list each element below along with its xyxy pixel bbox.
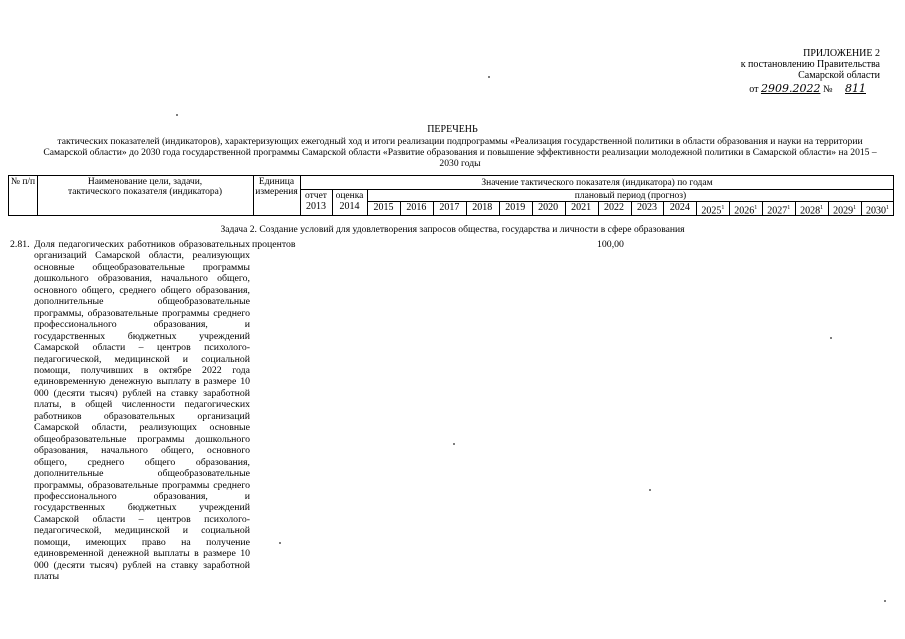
header-year-2014: 2014 <box>339 201 360 212</box>
scan-speck <box>488 76 490 78</box>
header-year-2016: 2016 <box>406 202 427 213</box>
header-planned: плановый период (прогноз) <box>574 191 687 201</box>
header-year-2013: 2013 <box>306 201 326 212</box>
indicator-description: Доля педагогических работников образовательных организаций Самарской области, реализующих основные общеобразовательные программы дошкольного образования, начального общего, основного общего, среднего общего образования, дополнительные общеобразовательные программы, образовательные программы среднего профессионального образования, и государственных бюджетных учреждений Самарской области – центров психолого-педагогической, медицинской и социальной помощи, получивших в октябре 2022 года единовременную денежную выплату в размере 10 000 (десяти тысяч) рублей на ставку заработной платы, в общей численности педагогических работников образовательных организаций Самарской области, реализующих основные общеобразовательные программы дошкольного образования, начального общего, основного общего, среднего общего образования, дополнительные общеобразовательные программы, образовательные программы среднего профессионального образования, и государственных бюджетных учреждений Самарской области – центров психолого-педагогической, медицинской и социальной помощи, имеющих право на получение единовременной денежной выплаты в размере 10 000 (десяти тысяч) рублей на ставку заработной платы <box>34 239 250 583</box>
header-estimate: оценка <box>335 191 364 201</box>
header-year-2017: 2017 <box>439 202 460 213</box>
header-year-2029: 2029$^1$ <box>833 205 857 217</box>
resolution-number: 811 <box>845 82 866 95</box>
header-year-2026: 2026$^1$ <box>734 205 758 217</box>
scan-speck <box>453 443 455 445</box>
task-heading: Задача 2. Создание условий для удовлетворения запросов общества, государства и личности в сфере образования <box>220 224 685 235</box>
header-report: отчет <box>305 191 327 201</box>
footnote-mark: 1 <box>721 205 725 211</box>
header-num: № п/п <box>10 177 36 187</box>
indicator-value: 100,00 <box>597 239 624 250</box>
table-header <box>8 175 894 216</box>
header-year-2019: 2019 <box>505 202 526 213</box>
header-year-2023: 2023 <box>636 202 657 213</box>
scan-speck <box>279 542 281 544</box>
header-year-2022: 2022 <box>604 202 625 213</box>
page-title: ПЕРЕЧЕНЬ <box>427 124 478 135</box>
appendix-line3: Самарской области <box>798 70 880 81</box>
header-unit: Единица измерения <box>255 177 298 197</box>
page-subtitle: тактических показателей (индикаторов), характеризующих ежегодный ход и итоги реализации подпрограммы «Реализация государственной политики в области образования и науки на территории Самарской области» до 2030 года государственной программы Самарской области «Развитие образования и повышение эффективности реализации молодежной политики в Самарской области» на 2015 – 2030 годы <box>43 136 877 169</box>
scan-speck <box>884 600 886 602</box>
header-year-2015: 2015 <box>373 202 394 213</box>
header-year-2030: 2030$^1$ <box>866 205 890 217</box>
header-year-2027: 2027$^1$ <box>767 205 791 217</box>
header-year-2021: 2021 <box>571 202 592 213</box>
resolution-date: 2909.2022 <box>760 82 821 95</box>
appendix-title: ПРИЛОЖЕНИЕ 2 <box>803 48 880 59</box>
footnote-mark: 1 <box>853 205 857 211</box>
scan-speck <box>176 114 178 116</box>
row-number: 2.81. <box>10 239 30 250</box>
footnote-mark: 1 <box>886 205 890 211</box>
appendix-block <box>700 48 880 95</box>
indicator-unit: процентов <box>252 239 296 250</box>
number-label: № <box>822 84 833 95</box>
footnote-mark: 1 <box>787 205 791 211</box>
header-year-2020: 2020 <box>538 202 559 213</box>
footnote-mark: 1 <box>820 205 824 211</box>
header-year-2025: 2025$^1$ <box>701 205 725 217</box>
header-year-2024: 2024 <box>669 202 690 213</box>
footnote-mark: 1 <box>754 205 758 211</box>
header-year-2018: 2018 <box>472 202 493 213</box>
header-year-2028: 2028$^1$ <box>800 205 824 217</box>
scan-speck <box>830 337 832 339</box>
scan-speck <box>649 489 651 491</box>
from-label: от <box>749 84 759 95</box>
header-name: Наименование цели, задачи, тактического показателя (индикатора) <box>67 177 223 197</box>
header-value-title: Значение тактического показателя (индикатора) по годам <box>481 178 713 188</box>
appendix-line2: к постановлению Правительства <box>740 59 880 70</box>
resolution-date-line <box>700 83 880 95</box>
